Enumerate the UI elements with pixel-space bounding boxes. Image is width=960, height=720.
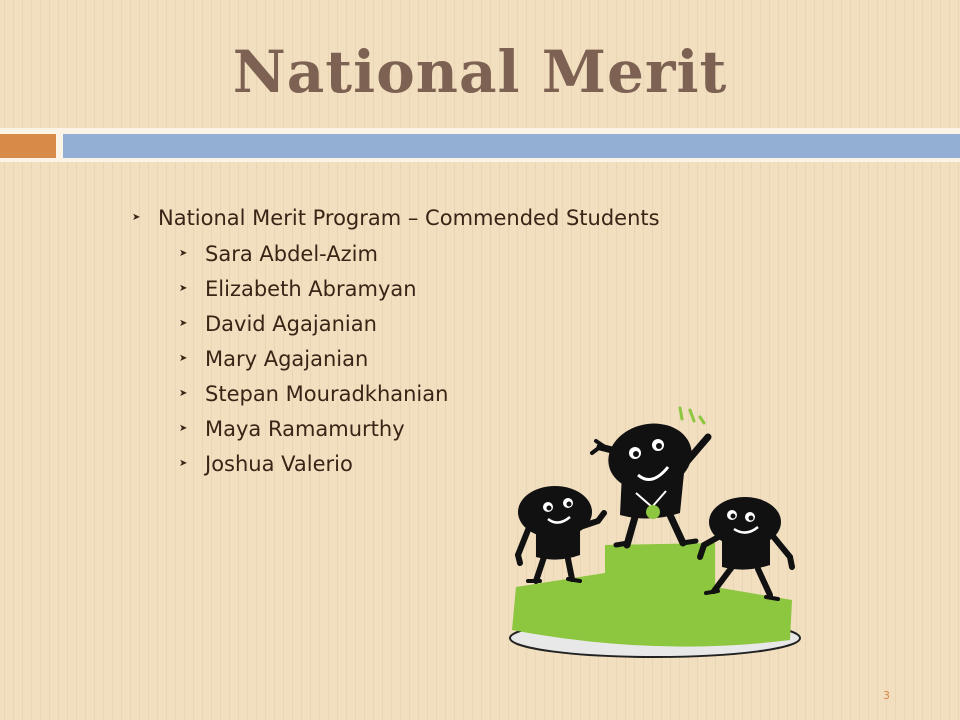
arrow-bullet-icon: ➤ [179,318,188,329]
student-name: Stepan Mouradkhanian [205,382,449,406]
student-name: Joshua Valerio [205,452,353,476]
student-name: Elizabeth Abramyan [205,277,417,301]
page-number: 3 [883,689,890,702]
arrow-bullet-icon: ➤ [179,353,188,364]
student-name: David Agajanian [205,312,377,336]
list-item [179,415,405,443]
arrow-bullet-icon: ➤ [179,458,188,469]
student-name: Mary Agajanian [205,347,369,371]
accent-bar-orange [0,134,56,158]
arrow-bullet-icon: ➤ [179,283,188,294]
list-item [179,380,449,408]
arrow-bullet-icon: ➤ [179,248,188,259]
sparkle-icon [680,408,704,423]
winner-character [592,416,708,545]
second-place-character [518,486,604,581]
list-item [179,240,378,268]
arrow-bullet-icon: ➤ [179,388,188,399]
list-heading [132,204,660,232]
list-item [179,310,377,338]
list-heading-text: National Merit Program – Commended Students [158,206,660,230]
accent-bar-blue [63,134,960,158]
podium-illustration [500,395,810,665]
arrow-bullet-icon: ➤ [179,423,188,434]
medal-icon [646,505,660,519]
arrow-bullet-icon: ➤ [132,212,141,223]
list-item [179,345,369,373]
list-item [179,450,353,478]
slide-title: National Merit [232,38,728,106]
student-name: Maya Ramamurthy [205,417,405,441]
student-name: Sara Abdel-Azim [205,242,378,266]
list-item [179,275,417,303]
